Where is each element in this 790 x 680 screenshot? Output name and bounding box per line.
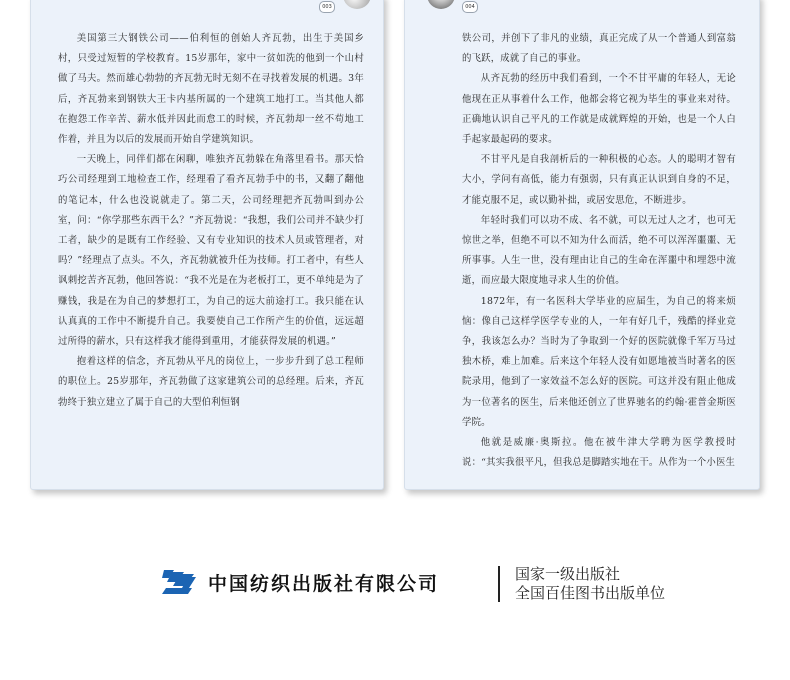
paragraph: 1872年，有一名医科大学毕业的应届生，为自己的将来烦恼：像自己这样学医学专业的人，一年有好几千，残酷的择业竞争，我该怎么办？当时为了争取到一个好的医院就像千军万马过独木桥，难上加难。后来这个年轻人没有如愿地被当时著名的医院录用，他到了一家效益不怎么好的医院。可这并没有阻止他成为一位著名的医生，后来他还创立了世界驰名的约翰·霍普金斯医学院。 bbox=[462, 295, 736, 428]
slogan-line: 国家一级出版社 bbox=[515, 565, 621, 583]
left-book-page bbox=[30, 0, 384, 490]
page-corner-badge-icon bbox=[427, 0, 455, 9]
paragraph: 年轻时我们可以功不成、名不就，可以无过人之才，也可无惊世之举，但绝不可以不知为什么而活，绝不可以浑浑噩噩、无所事事。人生一世，没有理由让自己的生命在浑噩中和埋怨中流逝，而应最大限度地寻求人生的价值。 bbox=[462, 214, 736, 287]
paragraph: 一天晚上，同伴们都在闲聊，唯独齐瓦勃躲在角落里看书。那天恰巧公司经理到工地检查工作，经理看了看齐瓦勃手中的书，又翻了翻他的笔记本，什么也没说就走了。第二天，公司经理把齐瓦勃叫到办公室，问：“你学那些东西干么？”齐瓦勃说：“我想，我们公司并不缺少打工者，缺少的是既有工作经验、又有专业知识的技术人员或管理者，对吗？”经理点了点头。不久，齐瓦勃就被升任为技师。打工者中，有些人讽刺挖苦齐瓦勃，他回答说：“我不光是在为老板打工，更不单纯是为了赚钱，我是在为自己的梦想打工，为自己的远大前途打工。我只能在认认真真的工作中不断提升自己。我要使自己工作所产生的价值，远远超过所得的薪水，只有这样我才能得到重用，才能获得发展的机遇。” bbox=[58, 154, 364, 348]
page-body-text bbox=[462, 29, 736, 473]
page-number: 003 bbox=[319, 1, 335, 13]
paragraph: 不甘平凡是自我剖析后的一种积极的心态。人的聪明才智有大小，学问有高低，能力有强弱，只有真正认识到自身的不足，才能克服不足，或以勤补拙，或居安思危，不断进步。 bbox=[462, 154, 736, 206]
page-corner-badge-icon bbox=[343, 0, 371, 9]
paragraph: 从齐瓦勃的经历中我们看到，一个不甘平庸的年轻人，无论他现在正从事着什么工作，他都会将它视为毕生的事业来对待。正确地认识自己平凡的工作就是成就辉煌的开始，也是一个人白手起家最起码的要求。 bbox=[462, 73, 736, 146]
right-book-page bbox=[404, 0, 760, 490]
publisher-logo-icon bbox=[162, 568, 196, 596]
page-body-text bbox=[58, 29, 364, 413]
slogan-line: 全国百佳图书出版单位 bbox=[515, 584, 666, 602]
paragraph: 抱着这样的信念，齐瓦勃从平凡的岗位上，一步步升到了总工程师的职位上。25岁那年，齐瓦勃做了这家建筑公司的总经理。后来，齐瓦勃终于独立建立了属于自己的大型伯利恒钢 bbox=[58, 356, 364, 408]
paragraph: 铁公司，并创下了非凡的业绩，真正完成了从一个普通人到富翁的飞跃，成就了自己的事业。 bbox=[462, 33, 736, 65]
paragraph: 他就是威廉·奥斯拉。他在被牛津大学聘为医学教授时说：“其实我很平凡，但我总是脚踏实地在干。从作为一个小医生 bbox=[462, 437, 736, 469]
publisher-logo bbox=[162, 568, 439, 596]
paragraph: 美国第三大钢铁公司——伯利恒的创始人齐瓦勃，出生于美国乡村，只受过短暂的学校教育。15岁那年，家中一贫如洗的他到一个山村做了马夫。然而雄心勃勃的齐瓦勃无时无刻不在寻找着发展的机遇。3年后，齐瓦勃来到钢铁大王卡内基所属的一个建筑工地打工。当其他人都在抱怨工作辛苦、薪水低并因此而怠工的时候，齐瓦勃却一丝不苟地工作着，并且为以后的发展而开始自学建筑知识。 bbox=[58, 33, 364, 146]
publisher-name: 中国纺织出版社有限公司 bbox=[208, 572, 440, 595]
footer-divider bbox=[498, 566, 500, 602]
page-number: 004 bbox=[462, 1, 478, 13]
publisher-slogans bbox=[515, 565, 665, 603]
